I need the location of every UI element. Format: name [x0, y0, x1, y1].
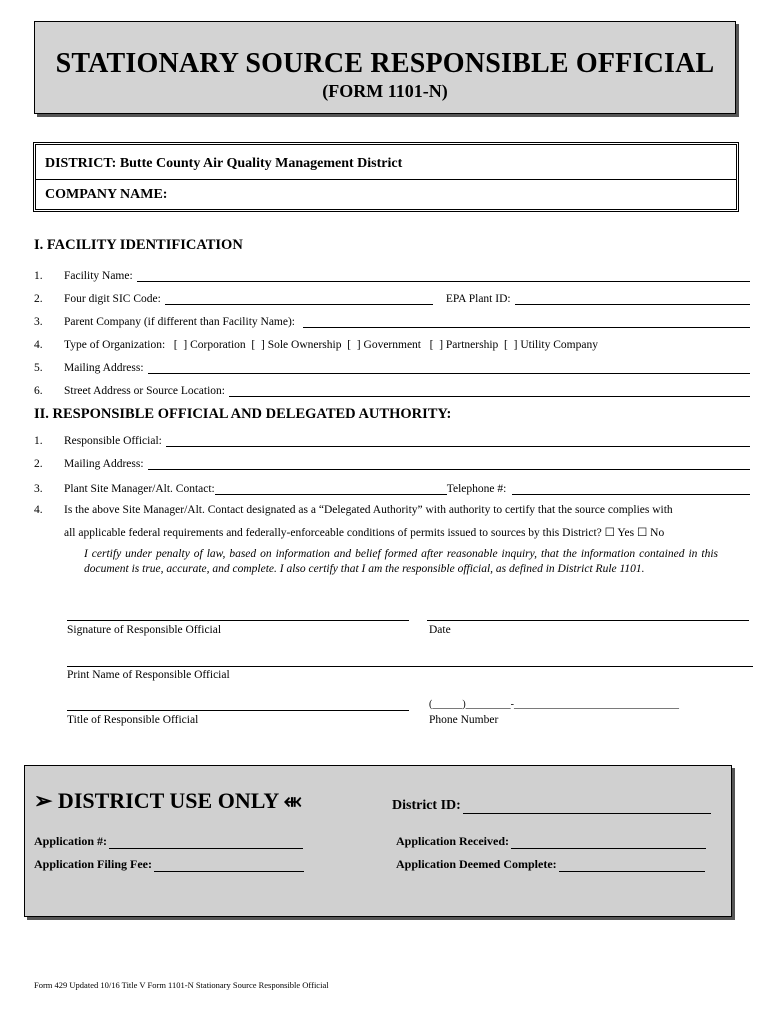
ro-mailing-address-field[interactable] — [148, 459, 750, 470]
item-number: 1. — [34, 270, 43, 282]
filing-fee-row — [34, 857, 304, 872]
print-name-label: Print Name of Responsible Official — [67, 669, 230, 681]
parent-company-label: Parent Company (if different than Facility Name): — [64, 316, 295, 328]
facility-name-row — [34, 266, 750, 282]
site-manager-label: Plant Site Manager/Alt. Contact: — [64, 483, 215, 495]
mailing-address-row — [34, 358, 750, 374]
section-1-heading: I. FACILITY IDENTIFICATION — [34, 237, 243, 253]
signature-line[interactable] — [67, 620, 409, 621]
form-number: (FORM 1101-N) — [322, 81, 448, 101]
delegated-authority-row — [34, 500, 750, 516]
item-number: 2. — [34, 458, 43, 470]
telephone-label: Telephone #: — [446, 483, 507, 495]
section-2-heading: II. RESPONSIBLE OFFICIAL AND DELEGATED AUTHORITY: — [34, 406, 452, 422]
district-id-label: District ID: — [392, 798, 461, 813]
application-number-row — [34, 834, 303, 849]
title-line[interactable] — [67, 710, 409, 711]
deemed-complete-row — [396, 857, 705, 872]
parent-company-row — [34, 312, 750, 328]
delegated-authority-question: Is the above Site Manager/Alt. Contact designated as a “Delegated Authority” with authority to certify that the source complies with — [64, 504, 673, 516]
item-number: 2. — [34, 293, 43, 305]
district-use-title: ➢ DISTRICT USE ONLY ⬺ — [34, 788, 302, 813]
phone-number-field[interactable]: (______)_________-_________________________________ — [429, 699, 679, 710]
filing-fee-label: Application Filing Fee: — [34, 857, 152, 871]
district-id-field[interactable] — [463, 799, 711, 814]
street-address-field[interactable] — [229, 386, 750, 397]
responsible-official-row — [34, 431, 750, 447]
district-id-row — [392, 798, 711, 814]
organization-type-options[interactable]: Type of Organization: [ ] Corporation [ ] Sole Ownership [ ] Government [ ] Partnership [ ] Utility Company — [64, 339, 598, 351]
application-number-label: Application #: — [34, 834, 108, 848]
mailing-address-field[interactable] — [148, 363, 750, 374]
ro-mailing-address-label: Mailing Address: — [64, 458, 144, 470]
application-received-label: Application Received: — [396, 834, 509, 848]
district-label: DISTRICT: Butte County Air Quality Management District — [45, 156, 403, 171]
delegated-authority-yes-no[interactable]: all applicable federal requirements and federally-enforceable conditions of permits issued to sources by this District? ☐ Yes ☐ No — [64, 527, 665, 539]
certification-statement: I certify under penalty of law, based on information and belief formed after reasonable inquiry, that the information contained in this document is true, accurate, and complete. I also certify that I am the responsible official, as defined in District Rule 1101. — [84, 548, 718, 575]
telephone-field[interactable] — [512, 484, 750, 495]
divider — [36, 179, 736, 180]
item-number: 4. — [34, 339, 43, 351]
district-use-box — [24, 765, 732, 917]
site-manager-row — [34, 479, 750, 495]
sic-code-field[interactable] — [165, 294, 433, 305]
parent-company-field[interactable] — [303, 317, 750, 328]
ro-mailing-address-row — [34, 454, 750, 470]
filing-fee-field[interactable] — [154, 860, 304, 872]
item-number: 5. — [34, 362, 43, 374]
responsible-official-label: Responsible Official: — [64, 435, 162, 447]
responsible-official-field[interactable] — [166, 436, 750, 447]
deemed-complete-field[interactable] — [559, 860, 705, 872]
application-number-field[interactable] — [109, 837, 303, 849]
item-number: 4. — [34, 504, 43, 516]
phone-number-label: Phone Number — [429, 714, 499, 726]
form-title: STATIONARY SOURCE RESPONSIBLE OFFICIAL — [55, 48, 715, 79]
sic-code-row — [34, 289, 750, 305]
organization-type-row — [34, 335, 750, 351]
company-name-label: COMPANY NAME: — [45, 187, 168, 202]
street-address-row — [34, 381, 750, 397]
application-received-field[interactable] — [511, 837, 706, 849]
facility-name-field[interactable] — [137, 271, 750, 282]
item-number: 6. — [34, 385, 43, 397]
facility-name-label: Facility Name: — [64, 270, 133, 282]
street-address-label: Street Address or Source Location: — [64, 385, 225, 397]
date-line[interactable] — [427, 620, 749, 621]
date-label: Date — [429, 624, 451, 636]
item-number: 3. — [34, 316, 43, 328]
print-name-line[interactable] — [67, 666, 753, 667]
site-manager-field[interactable] — [215, 484, 447, 495]
form-footer: Form 429 Updated 10/16 Title V Form 1101-N Stationary Source Responsible Official — [34, 980, 329, 990]
application-received-row — [396, 834, 706, 849]
district-box — [33, 142, 739, 212]
epa-plant-id-field[interactable] — [515, 294, 750, 305]
epa-plant-id-label: EPA Plant ID: — [445, 293, 511, 305]
signature-label: Signature of Responsible Official — [67, 624, 222, 636]
item-number: 1. — [34, 435, 43, 447]
sic-code-label: Four digit SIC Code: — [64, 293, 161, 305]
title-label: Title of Responsible Official — [67, 714, 199, 726]
item-number: 3. — [34, 483, 43, 495]
mailing-address-label: Mailing Address: — [64, 362, 144, 374]
form-title-box — [34, 21, 736, 114]
deemed-complete-label: Application Deemed Complete: — [396, 857, 557, 871]
